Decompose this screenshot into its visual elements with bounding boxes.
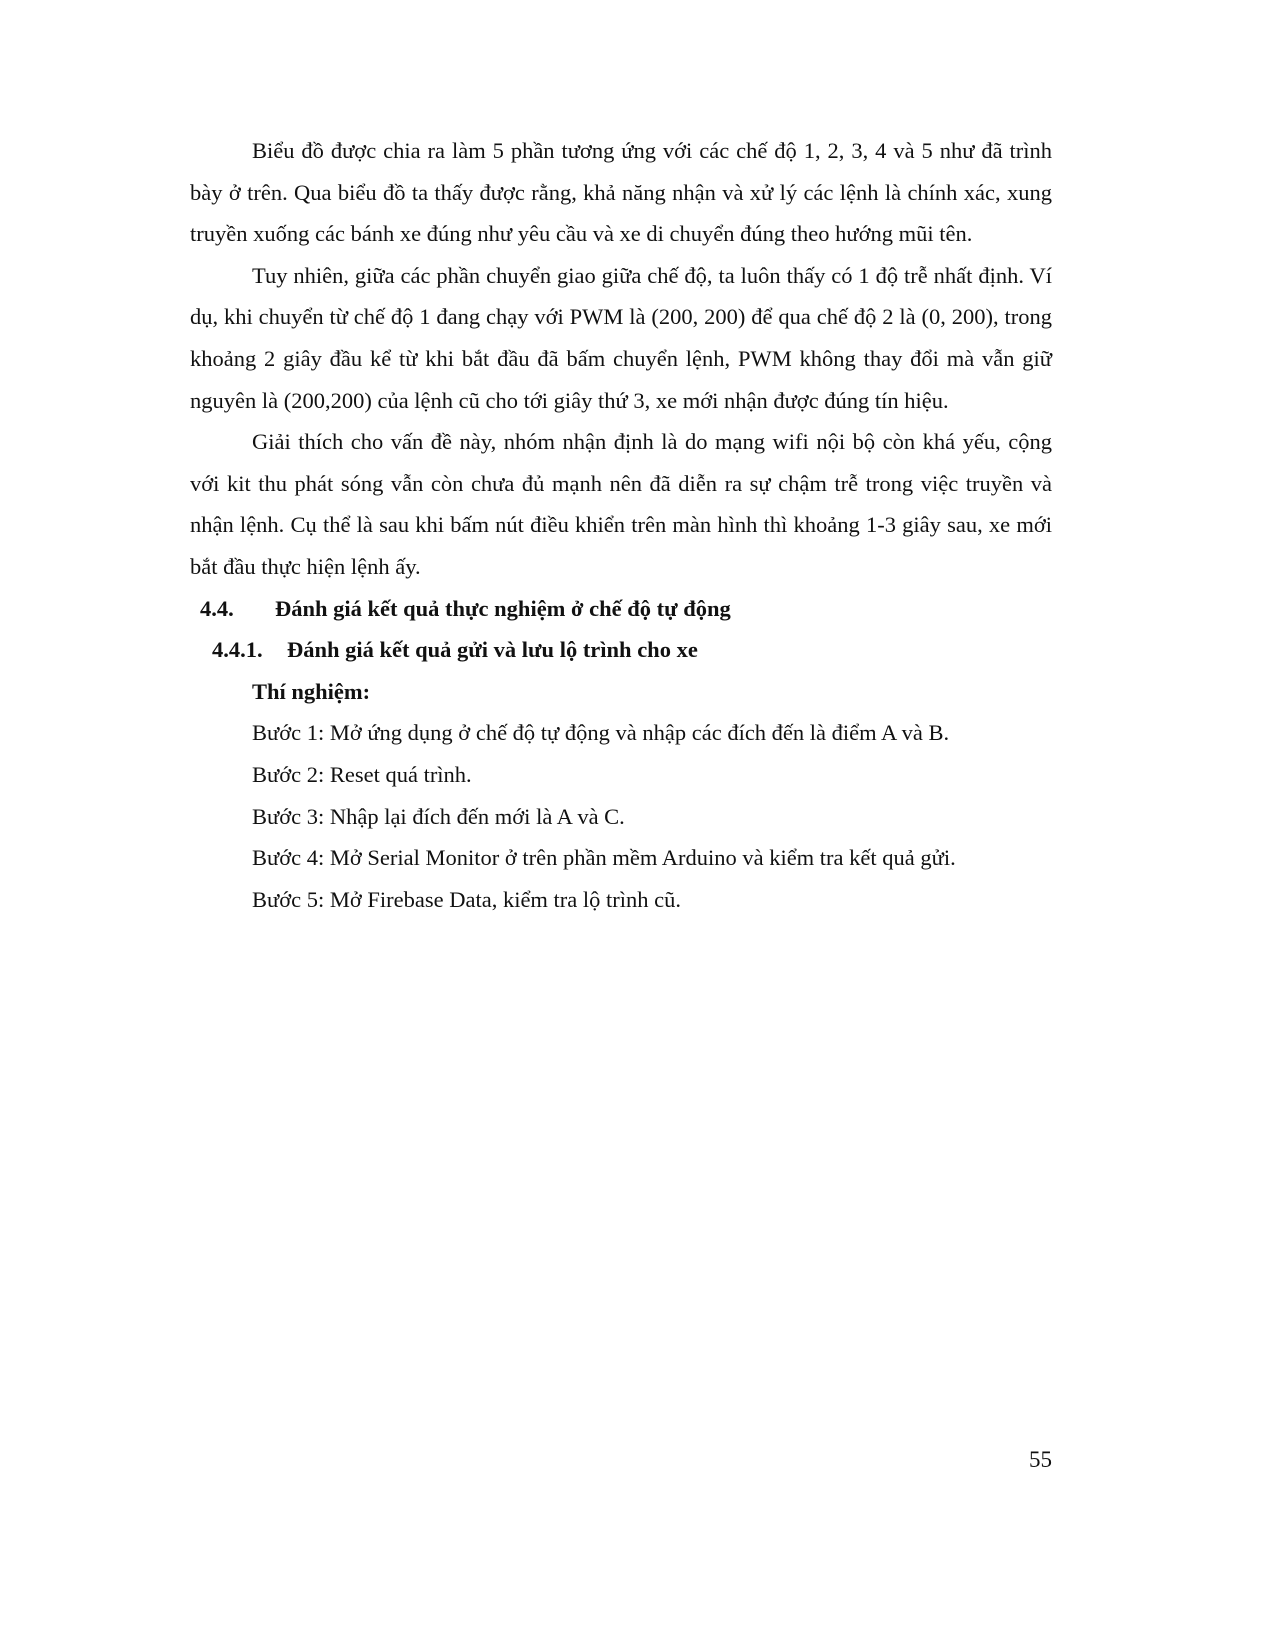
section-title: Đánh giá kết quả thực nghiệm ở chế độ tự động <box>275 595 731 621</box>
step-item: Bước 3: Nhập lại đích đến mới là A và C. <box>252 803 625 829</box>
subsection-title: Đánh giá kết quả gửi và lưu lộ trình cho xe <box>287 637 698 663</box>
paragraph-delay-explanation: Giải thích cho vấn đề này, nhóm nhận định là do mạng wifi nội bộ còn khá yếu, cộng với kit thu phát sóng vẫn còn chưa đủ mạnh nên đã diễn ra sự chậm trễ trong việc truyền và nhận lệnh. Cụ thể là sau khi bấm nút điều khiển trên màn hình thì khoảng 1-3 giây sau, xe mới bắt đầu thực hiện lệnh ấy. <box>190 429 1052 579</box>
step-item: Bước 2: Reset quá trình. <box>252 761 472 787</box>
paragraph-delay-observation: Tuy nhiên, giữa các phần chuyển giao giữa chế độ, ta luôn thấy có 1 độ trễ nhất định. Ví dụ, khi chuyển từ chế độ 1 đang chạy với PWM là (200, 200) để qua chế độ 2 là (0, 200), trong khoảng 2 giây đầu kể từ khi bắt đầu đã bấm chuyển lệnh, PWM không thay đổi mà vẫn giữ nguyên là (200,200) của lệnh cũ cho tới giây thứ 3, xe mới nhận được đúng tín hiệu. <box>190 262 1052 413</box>
subsection-number: 4.4.1. <box>212 637 263 663</box>
page-body <box>190 130 1052 920</box>
step-item: Bước 5: Mở Firebase Data, kiểm tra lộ trình cũ. <box>252 886 682 912</box>
paragraph-chart-summary: Biểu đồ được chia ra làm 5 phần tương ứng với các chế độ 1, 2, 3, 4 và 5 như đã trình bày ở trên. Qua biểu đồ ta thấy được rằng, khả năng nhận và xử lý các lệnh là chính xác, xung truyền xuống các bánh xe đúng như yêu cầu và xe di chuyển đúng theo hướng mũi tên. <box>190 138 1052 247</box>
section-heading <box>190 588 1052 630</box>
step-item: Bước 1: Mở ứng dụng ở chế độ tự động và nhập các đích đến là điểm A và B. <box>252 720 950 746</box>
subsection-heading <box>190 629 1052 671</box>
section-number: 4.4. <box>200 595 234 621</box>
step-item: Bước 4: Mở Serial Monitor ở trên phần mềm Arduino và kiểm tra kết quả gửi. <box>252 845 956 871</box>
page-number: 55 <box>1029 1447 1052 1472</box>
experiment-steps <box>190 712 1052 920</box>
experiment-label: Thí nghiệm: <box>252 678 371 704</box>
